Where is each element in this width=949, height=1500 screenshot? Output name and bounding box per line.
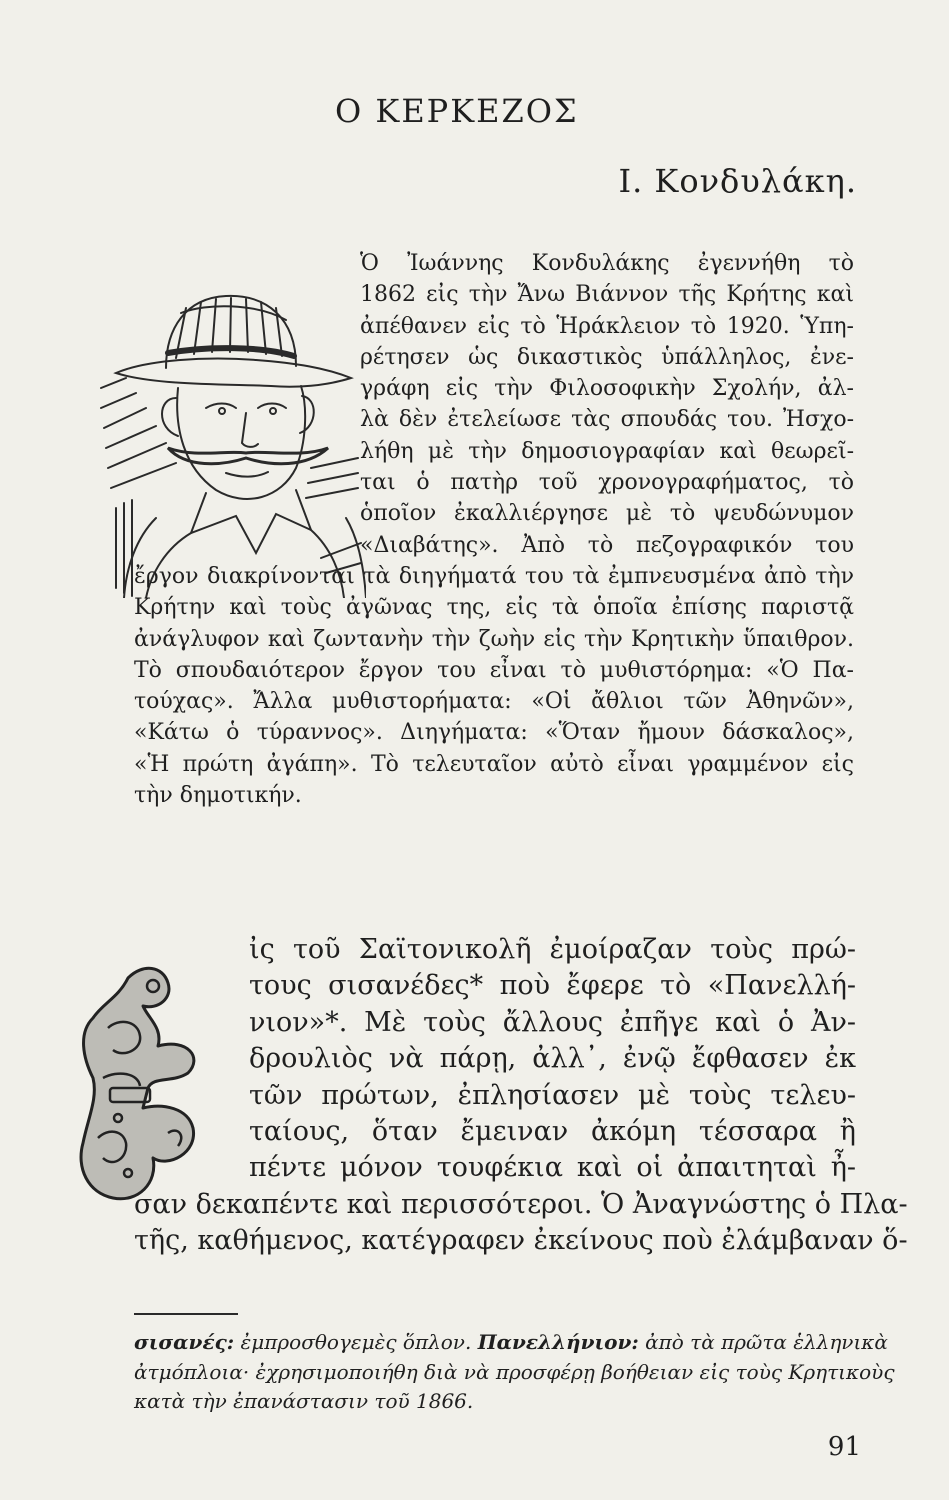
story-line: σαν δεκαπέντε καὶ περισσότεροι. Ὁ Ἀναγνώστης ὁ Πλα-	[134, 1188, 908, 1220]
story-title: Ο ΚΕΡΚΕΖΟΣ	[335, 92, 579, 130]
footnotes	[134, 1328, 895, 1417]
footnote-definition: ἐμπροσθογεμὲς ὅπλον.	[240, 1330, 472, 1354]
footnote-separator	[134, 1313, 238, 1315]
story-text	[134, 932, 908, 1260]
bio-line: «Κάτω ὁ τύραννος». Διηγήματα: «Ὅταν ἤμουν δάσκαλος»,	[134, 720, 854, 746]
bio-line: ὁποῖον ἐκαλλιέργησε μὲ τὸ ψευδώνυμον	[360, 501, 854, 527]
author-name: Ι. Κονδυλάκη.	[618, 162, 857, 200]
story-line: δρουλιὸς νὰ πάρῃ, ἀλλ᾽, ἐνῷ ἔφθασεν ἐκ	[249, 1043, 856, 1075]
story-line: ἰς τοῦ Σαϊτονικολῆ ἐμοίραζαν τοὺς πρώ-	[249, 934, 856, 965]
footnote-line: κατὰ τὴν ἐπανάστασιν τοῦ 1866.	[134, 1389, 474, 1413]
footnote-line: ἀτμόπλοια· ἐχρησιμοποιήθη διὰ νὰ προσφέρῃ βοήθειαν εἰς τοὺς Κρητικοὺς	[134, 1359, 895, 1384]
story-line: τῆς, καθήμενος, κατέγραφεν ἐκείνους ποὺ ἐλάμβαναν ὅ-	[134, 1225, 908, 1257]
page-number: 91	[827, 1432, 861, 1462]
story-line: πέντε μόνον τουφέκια καὶ οἱ ἀπαιτηταὶ ἦ-	[249, 1152, 856, 1184]
footnote-term: Πανελλήνιον:	[477, 1330, 639, 1354]
footnote-line	[134, 1328, 888, 1358]
footnote-definition: ἀπὸ τὰ πρῶτα ἑλληνικὰ	[645, 1330, 888, 1354]
bio-line: τούχας». Ἄλλα μυθιστορήματα: «Οἱ ἄθλιοι τῶν Ἀθηνῶν»,	[134, 689, 854, 715]
bio-line: λὰ δὲν ἐτελείωσε τὰς σπουδάς του. Ἠσχο-	[360, 407, 854, 433]
bio-line: «Ἡ πρώτη ἀγάπη». Τὸ τελευταῖον αὐτὸ εἶναι γραμμένον εἰς	[134, 751, 854, 777]
footnote-term: σισανές:	[134, 1330, 235, 1354]
bio-line: Ὁ Ἰωάννης Κονδυλάκης ἐγεννήθη τὸ	[360, 251, 854, 276]
bio-line: ται ὁ πατὴρ τοῦ χρονογραφήματος, τὸ	[360, 470, 854, 496]
bio-line: ἀπέθανεν εἰς τὸ Ἡράκλειον τὸ 1920. Ὑπη-	[360, 313, 854, 339]
bio-line: Τὸ σπουδαιότερον ἔργον του εἶναι τὸ μυθιστόρημα: «Ὁ Πα-	[134, 657, 854, 683]
bio-line: γράφη εἰς τὴν Φιλοσοφικὴν Σχολήν, ἀλ-	[360, 376, 854, 402]
bio-line: ρέτησεν ὡς δικαστικὸς ὑπάλληλος, ἐνε-	[360, 344, 854, 370]
bio-line: «Διαβάτης». Ἀπὸ τὸ πεζογραφικόν του	[360, 532, 854, 558]
bio-line: τὴν δημοτικήν.	[134, 783, 302, 809]
bio-line: 1862 εἰς τὴν Ἄνω Βιάννον τῆς Κρήτης καὶ	[360, 282, 854, 308]
author-biography	[134, 248, 854, 811]
story-line: τῶν πρώτων, ἐπλησίασεν μὲ τοὺς τελευ-	[249, 1079, 856, 1111]
bio-line: λήθη μὲ τὴν δημοσιογραφίαν καὶ θεωρεῖ-	[360, 438, 854, 464]
bio-line: ἔργον διακρίνονται τὰ διηγήματά του τὰ ἐμπνευσμένα ἀπὸ τὴν	[134, 563, 854, 589]
story-line: νιον»*. Μὲ τοὺς ἄλλους ἐπῆγε καὶ ὁ Ἀν-	[249, 1006, 856, 1038]
bio-line: Κρήτην καὶ τοὺς ἀγῶνας της, εἰς τὰ ὁποῖα ἐπίσης παριστᾷ	[134, 595, 854, 621]
story-line: τους σισανέδες* ποὺ ἔφερε τὸ «Πανελλή-	[249, 970, 856, 1002]
story-line: ταίους, ὅταν ἔμειναν ἀκόμη τέσσαρα ἢ	[249, 1116, 856, 1148]
bio-line: ἀνάγλυφον καὶ ζωντανὴν τὴν ζωὴν εἰς τὴν Κρητικὴν ὕπαιθρον.	[134, 626, 854, 652]
